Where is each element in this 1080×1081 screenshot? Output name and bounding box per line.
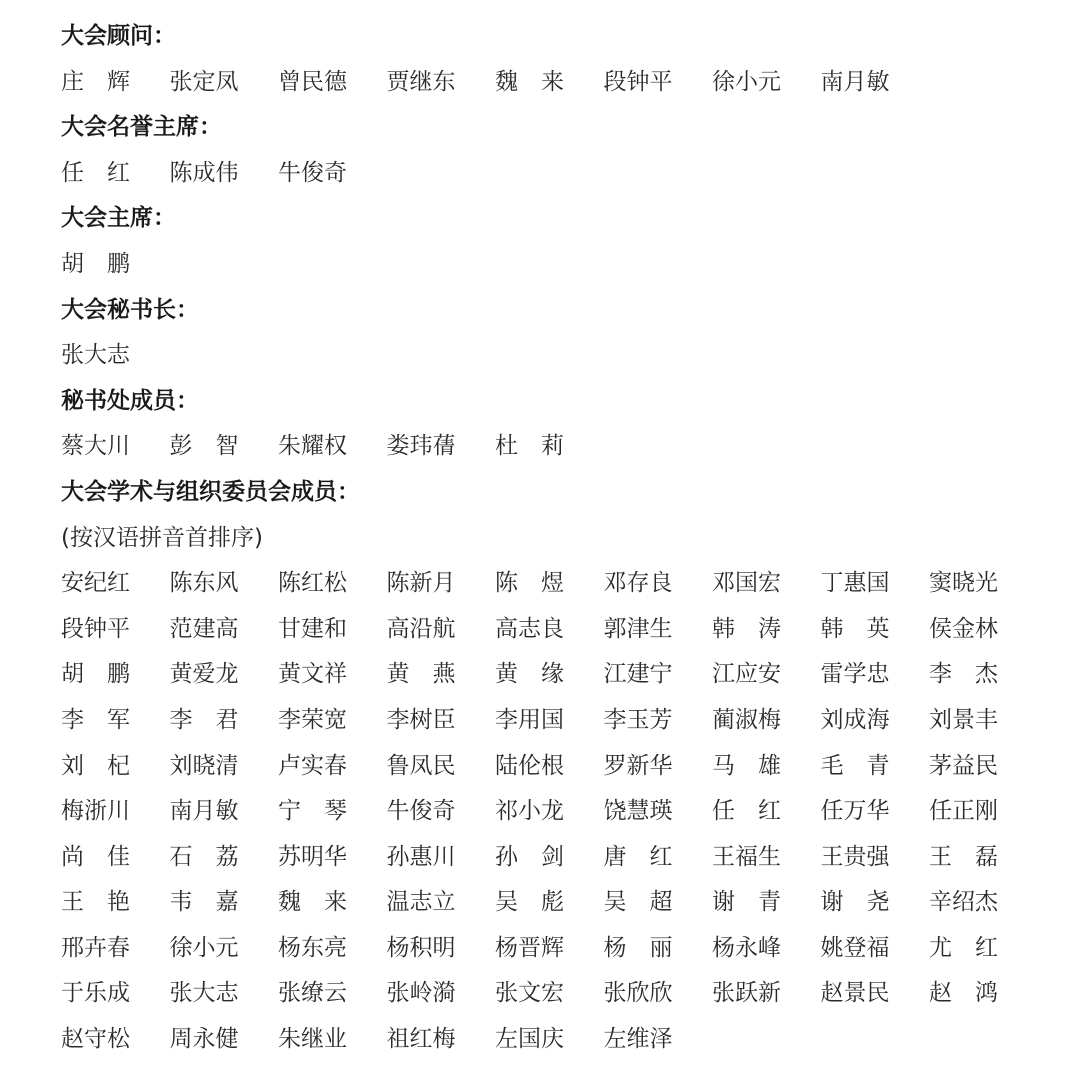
member-name: 任 红 (712, 798, 781, 825)
person-name: 徐小元 (712, 68, 781, 95)
member-name: 黄爱龙 (169, 661, 239, 688)
name-row (61, 607, 1061, 653)
section (61, 14, 1061, 105)
section-title: 秘书处成员： (61, 387, 199, 414)
member-name: 邓存良 (603, 570, 673, 597)
member-name: 张岭漪 (386, 980, 456, 1007)
name-row (61, 242, 1061, 288)
member-name: 段钟平 (61, 615, 130, 642)
member-name: 王贵强 (820, 843, 890, 870)
member-name: 姚登福 (820, 934, 890, 961)
section (61, 196, 1061, 287)
member-name: 高志良 (495, 615, 564, 642)
member-name: 蔺淑梅 (712, 706, 781, 733)
member-name: 卢实春 (278, 752, 347, 779)
member-name: 左国庆 (495, 1026, 564, 1053)
member-name: 赵守松 (61, 1026, 130, 1053)
name-row (61, 789, 1061, 835)
member-name: 李树臣 (386, 706, 456, 733)
member-name: 孙 剑 (495, 843, 564, 870)
member-name: 任正刚 (929, 798, 998, 825)
person-name: 朱耀权 (278, 433, 347, 460)
member-name: 韦 嘉 (169, 889, 239, 916)
section (61, 379, 1061, 470)
member-name: 祁小龙 (495, 798, 564, 825)
member-name: 苏明华 (278, 843, 347, 870)
member-name: 张缭云 (278, 980, 347, 1007)
member-name: 李荣宽 (278, 706, 347, 733)
member-name: 张欣欣 (603, 980, 673, 1007)
member-name: 陈红松 (278, 570, 347, 597)
member-name: 温志立 (386, 889, 456, 916)
name-row (61, 561, 1061, 607)
name-row (61, 424, 1061, 470)
member-name: 韩 英 (820, 615, 890, 642)
sort-note: (按汉语拼音首排序) (61, 524, 263, 551)
person-name: 陈成伟 (169, 159, 239, 186)
member-name: 饶慧瑛 (603, 798, 673, 825)
person-name: 南月敏 (820, 68, 890, 95)
member-name: 毛 青 (820, 752, 890, 779)
name-row (61, 971, 1061, 1017)
name-row (61, 652, 1061, 698)
member-name: 陈东风 (169, 570, 239, 597)
member-name: 邓国宏 (712, 570, 781, 597)
member-name: 安纪红 (61, 570, 130, 597)
name-row (61, 1017, 1061, 1063)
member-name: 李玉芳 (603, 706, 673, 733)
member-name: 左维泽 (603, 1026, 673, 1053)
name-row (61, 151, 1061, 197)
name-row (61, 744, 1061, 790)
section-title: 大会顾问： (61, 23, 176, 49)
person-name: 庄 辉 (61, 68, 130, 95)
section (61, 288, 1061, 379)
member-name: 茅益民 (929, 752, 998, 779)
person-name: 贾继东 (386, 68, 456, 95)
member-name: 雷学忠 (820, 661, 890, 688)
member-name: 杨晋辉 (495, 934, 564, 961)
name-row (61, 880, 1061, 926)
member-name: 唐 红 (603, 843, 673, 870)
person-name: 魏 来 (495, 68, 564, 95)
member-name: 王福生 (712, 843, 781, 870)
member-name: 陈 煜 (495, 570, 564, 597)
member-name: 朱继业 (278, 1026, 347, 1053)
member-name: 李 军 (61, 706, 130, 733)
member-name: 刘景丰 (929, 706, 998, 733)
name-row (61, 698, 1061, 744)
member-name: 张大志 (169, 980, 239, 1007)
member-name: 杨永峰 (712, 934, 781, 961)
person-name: 蔡大川 (61, 433, 130, 460)
person-name: 段钟平 (603, 68, 673, 95)
member-name: 甘建和 (278, 615, 347, 642)
member-name: 邢卉春 (61, 934, 130, 961)
member-name: 徐小元 (169, 934, 239, 961)
member-name: 刘成海 (820, 706, 890, 733)
name-row (61, 835, 1061, 881)
section-title: 大会主席： (61, 205, 176, 232)
person-name: 任 红 (61, 159, 130, 186)
person-name: 牛俊奇 (278, 159, 347, 186)
member-name: 孙惠川 (386, 843, 456, 870)
member-name: 石 荔 (169, 843, 239, 870)
member-name: 刘晓清 (169, 752, 239, 779)
section-title: 大会秘书长： (61, 296, 199, 323)
person-name: 张大志 (61, 342, 130, 369)
person-name: 杜 莉 (495, 433, 564, 460)
member-name: 马 雄 (712, 752, 781, 779)
person-name: 娄玮蒨 (386, 433, 456, 460)
document-body (61, 14, 1061, 1063)
name-row (61, 60, 1061, 106)
member-name: 吴 彪 (495, 889, 564, 916)
member-name: 魏 来 (278, 889, 347, 916)
person-name: 曾民德 (278, 68, 347, 95)
member-name: 丁惠国 (820, 570, 890, 597)
member-name: 罗新华 (603, 752, 673, 779)
member-name: 任万华 (820, 798, 890, 825)
member-name: 江应安 (712, 661, 781, 688)
member-name: 郭津生 (603, 615, 673, 642)
member-name: 陈新月 (386, 570, 456, 597)
person-name: 胡 鹏 (61, 250, 130, 277)
section (61, 105, 1061, 196)
member-name: 张文宏 (495, 980, 564, 1007)
member-name: 黄文祥 (278, 661, 347, 688)
member-name: 鲁凤民 (386, 752, 456, 779)
member-name: 梅浙川 (61, 798, 130, 825)
member-name: 赵 鸿 (929, 980, 998, 1007)
member-name: 胡 鹏 (61, 661, 130, 688)
member-name: 杨 丽 (603, 934, 673, 961)
member-name: 王 艳 (61, 889, 130, 916)
person-name: 张定凤 (169, 68, 239, 95)
member-name: 尚 佳 (61, 843, 130, 870)
member-name: 祖红梅 (386, 1026, 456, 1053)
member-name: 王 磊 (929, 843, 998, 870)
committee-section (61, 470, 1061, 1063)
member-name: 周永健 (169, 1026, 239, 1053)
member-name: 牛俊奇 (386, 798, 456, 825)
member-name: 张跃新 (712, 980, 781, 1007)
sections (61, 14, 1061, 470)
member-name: 吴 超 (603, 889, 673, 916)
member-name: 窦晓光 (929, 570, 998, 597)
member-name: 江建宁 (603, 661, 673, 688)
member-name: 侯金林 (929, 615, 998, 642)
member-name: 刘 杞 (61, 752, 130, 779)
member-name: 韩 涛 (712, 615, 781, 642)
member-name: 尤 红 (929, 934, 998, 961)
member-name: 谢 青 (712, 889, 781, 916)
member-name: 范建高 (169, 615, 239, 642)
section-title: 大会名誉主席： (61, 114, 222, 141)
member-name: 谢 尧 (820, 889, 890, 916)
member-name: 辛绍杰 (929, 889, 998, 916)
member-name: 黄 缘 (495, 661, 564, 688)
member-name: 李 君 (169, 706, 239, 733)
member-name: 宁 琴 (278, 798, 347, 825)
member-name: 赵景民 (820, 980, 890, 1007)
name-row (61, 333, 1061, 379)
member-name: 黄 燕 (386, 661, 456, 688)
name-row (61, 926, 1061, 972)
member-name: 李用国 (495, 706, 564, 733)
member-name: 于乐成 (61, 980, 130, 1007)
person-name: 彭 智 (169, 433, 239, 460)
committee-name-grid (61, 561, 1061, 1063)
member-name: 南月敏 (169, 798, 239, 825)
committee-title: 大会学术与组织委员会成员： (61, 478, 360, 505)
member-name: 高沿航 (386, 615, 456, 642)
member-name: 杨积明 (386, 934, 456, 961)
member-name: 李 杰 (929, 661, 998, 688)
member-name: 杨东亮 (278, 934, 347, 961)
member-name: 陆伦根 (495, 752, 564, 779)
